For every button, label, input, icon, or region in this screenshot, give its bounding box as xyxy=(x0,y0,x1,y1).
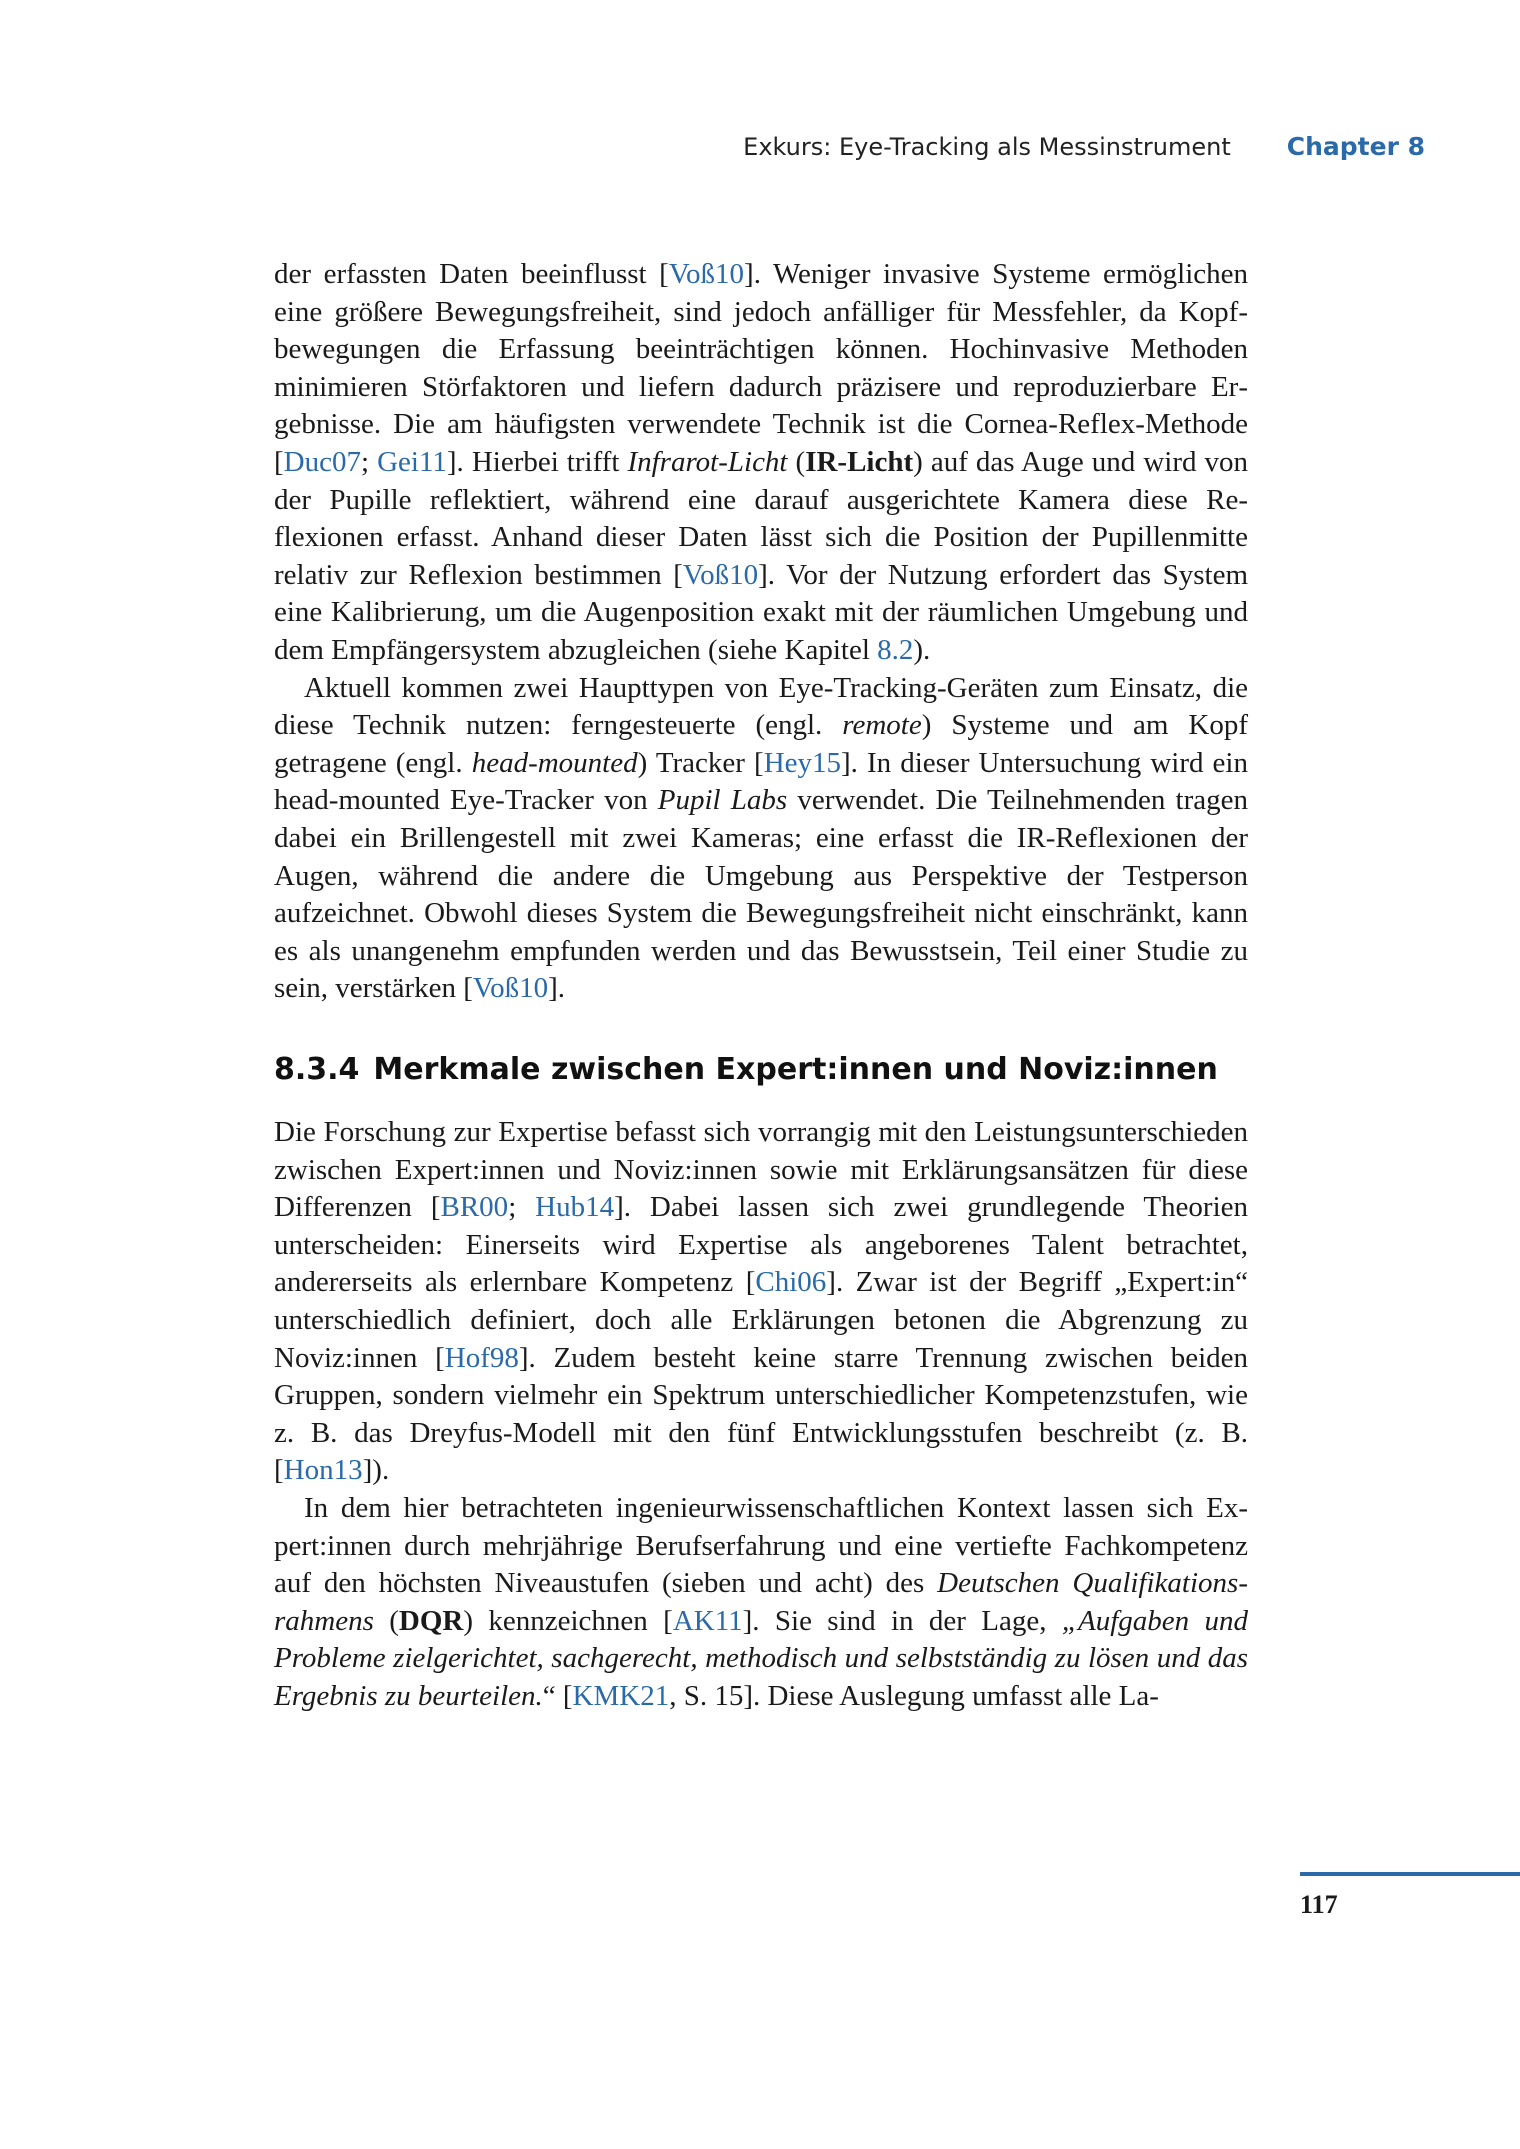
running-head-chapter: Chapter 8 xyxy=(1286,132,1425,161)
text-run: ]. In dieser Untersuchung wird ein head-mounted Eye-Tracker von xyxy=(274,746,1248,817)
text-run: ]. Weniger invasive Systeme ermöglichen eine größere Bewegungsfreiheit, sind jedoch anfälliger für Messfehler, da Kopfbewegungen die Erfassung beeinträchtigen können. Hochinvasive Methoden minimieren Störfaktoren und liefern dadurch präzisere und reproduzierbare Ergebnisse. Die am häufigsten verwendete Technik ist die Cornea-Reflex-Methode [ xyxy=(274,258,1248,478)
page-number: 117 xyxy=(1300,1890,1338,1919)
text-run: ]. Zudem besteht keine starre Trennung zwischen beiden Gruppen, sondern vielmehr ein Spektrum unterschiedlicher Kompetenzstufen, wie z. B. das Dreyfus-Modell mit den fünf Entwicklungsstufen beschreibt (z. B. [ xyxy=(274,1341,1249,1487)
bold-term: IR-Licht xyxy=(805,445,914,478)
paragraph-4 xyxy=(274,1490,1248,1716)
citation-link[interactable]: Hon13 xyxy=(283,1454,363,1487)
section-title: Merkmale zwischen Expert:innen und Noviz:innen xyxy=(373,1052,1218,1087)
text-run: ) Tracker [ xyxy=(637,746,764,779)
citation-link[interactable]: Gei11 xyxy=(377,445,447,478)
paragraph-1 xyxy=(274,256,1248,670)
footer-rule xyxy=(1300,1872,1520,1876)
italic-term: Pupil Labs xyxy=(657,784,788,817)
text-run: ]). xyxy=(362,1454,390,1487)
citation-link[interactable]: Hey15 xyxy=(763,746,842,779)
chapter-ref-link[interactable]: 8.2 xyxy=(877,633,914,666)
text-run: ]. Dabei lassen sich zwei grundlegende Theorien unterscheiden: Einerseits wird Expertise als angeborenes Talent betrachtet, andererseits als erlernbare Kompetenz [ xyxy=(274,1191,1248,1299)
text-run: verwendet. Die Teilnehmenden tragen dabei ein Brillengestell mit zwei Kameras; eine erfasst die IR-Reflexionen der Augen, während die andere die Umgebung aus Perspektive der Testperson aufzeichnet. Obwohl dieses System die Bewegungsfreiheit nicht einschränkt, kann es als unangenehm empfunden werden und das Bewusstsein, Teil einer Studie zu sein, verstärken [ xyxy=(274,784,1248,1005)
text-run: “ [ xyxy=(542,1679,573,1712)
text-run: der erfassten Daten beeinflusst [ xyxy=(274,258,669,290)
italic-term: Deutschen Qualifikationsrahmens xyxy=(274,1567,1248,1637)
citation-link[interactable]: Voß10 xyxy=(682,558,759,591)
text-run: ]. Hierbei trifft xyxy=(446,445,628,478)
italic-term: Infrarot-Licht xyxy=(627,445,788,478)
text-run: ]. Zwar ist der Begriff „Expert:in“ unterschiedlich definiert, doch alle Erklärungen betonen die Abgrenzung zu Noviz:innen [ xyxy=(274,1266,1248,1374)
citation-link[interactable]: KMK21 xyxy=(572,1679,670,1712)
text-run: ) auf das Auge und wird von der Pupille reflektiert, während eine darauf ausgerichtete Kamera diese Reflexionen erfasst. Anhand dieser Daten lässt sich die Position der Pupillenmitte relativ zur Reflexion bestimmen [ xyxy=(274,445,1249,591)
text-run: In dem hier betrachteten ingenieurwissenschaftlichen Kontext lassen sich Expert:innen durch mehrjährige Berufserfahrung und eine vertiefte Fachkompetenz auf den höchsten Niveaustufen (sieben und acht) des xyxy=(274,1491,1248,1600)
citation-link[interactable]: BR00 xyxy=(440,1191,509,1224)
citation-link[interactable]: Duc07 xyxy=(283,445,361,478)
text-run: ; xyxy=(508,1191,536,1224)
citation-link[interactable]: Voß10 xyxy=(668,258,745,290)
text-run: ]. Vor der Nutzung erfordert das System eine Kalibrierung, um die Augenposition exakt mit der räumlichen Umgebung und dem Empfängersystem abzugleichen (siehe Kapitel xyxy=(274,558,1249,666)
paragraph-3 xyxy=(274,1114,1248,1490)
text-run: ( xyxy=(373,1604,399,1637)
text-run: Aktuell kommen zwei Haupttypen von Eye-Tracking-Geräten zum Einsatz, die diese Technik nutzen: ferngesteuerte (engl. xyxy=(274,671,1248,742)
citation-link[interactable]: Hof98 xyxy=(444,1341,519,1374)
section-number: 8.3.4 xyxy=(274,1052,360,1087)
text-run: ]. Sie sind in der Lage, xyxy=(742,1604,1062,1637)
text-run: ) kennzeichnen [ xyxy=(463,1604,673,1637)
text-run: ; xyxy=(361,445,378,478)
citation-link[interactable]: Chi06 xyxy=(755,1266,827,1299)
text-run: Die Forschung zur Expertise befasst sich vorrangig mit den Leistungsunterschieden zwischen Expert:innen und Noviz:innen sowie mit Erklärungsansätzen für diese Differenzen [ xyxy=(274,1116,1248,1224)
citation-link[interactable]: AK11 xyxy=(672,1604,743,1637)
text-run: ) Systeme und am Kopf getragene (engl. xyxy=(274,709,1248,779)
italic-term: head-mounted xyxy=(471,746,638,779)
paragraph-2 xyxy=(274,670,1248,1008)
running-head xyxy=(743,132,1425,161)
section-heading xyxy=(274,1052,1274,1087)
text-run: ]. xyxy=(548,972,566,1005)
italic-term: remote xyxy=(842,709,922,742)
running-head-title: Exkurs: Eye-Tracking als Messinstrument xyxy=(743,133,1231,161)
bold-term: DQR xyxy=(398,1604,464,1637)
citation-link[interactable]: Voß10 xyxy=(472,972,549,1005)
italic-quote: „Aufgaben und Probleme zielgerichtet, sachgerecht, methodisch und selbstständig zu lösen und das Ergebnis zu beurteilen. xyxy=(274,1604,1248,1712)
text-run: , S. 15]. Diese Auslegung umfasst alle La- xyxy=(669,1679,1159,1712)
body-text-lower xyxy=(274,1114,1248,1716)
body-text-upper xyxy=(274,256,1248,1008)
text-run: ( xyxy=(787,445,806,478)
text-run: ). xyxy=(913,633,931,666)
citation-link[interactable]: Hub14 xyxy=(535,1191,615,1224)
